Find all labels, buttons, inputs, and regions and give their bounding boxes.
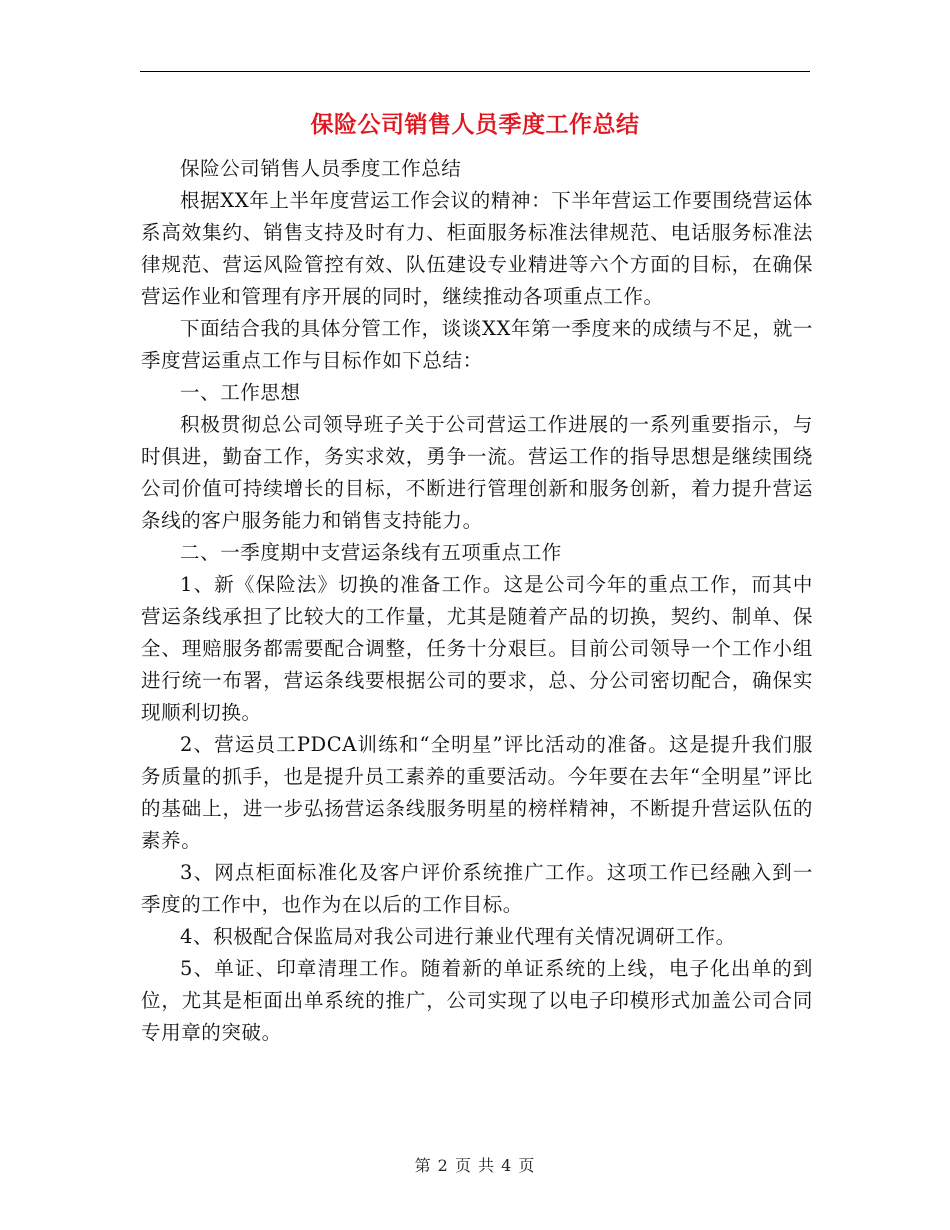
key-task-2: 2、营运员工PDCA训练和“全明星”评比活动的准备。这是提升我们服务质量的抓手，也是提升员工素养的重要活动。今年要在去年“全明星”评比的基础上，进一步弘扬营运条线服务明星的榜样精神，不断提升营运队伍的素养。	[141, 733, 813, 852]
header-rule	[140, 71, 810, 72]
key-task-1: 1、新《保险法》切换的准备工作。这是公司今年的重点工作，而其中营运条线承担了比较大的工作量，尤其是随着产品的切换，契约、制单、保全、理赔服务都需要配合调整，任务十分艰巨。目前公司领导一个工作小组进行统一布署，营运条线要根据公司的要求，总、分公司密切配合，确保实现顺利切换。	[141, 573, 813, 724]
key-task-5: 5、单证、印章清理工作。随着新的单证系统的上线，电子化出单的到位，尤其是柜面出单系统的推广，公司实现了以电子印模形式加盖公司合同专用章的突破。	[141, 957, 813, 1044]
document-title: 保险公司销售人员季度工作总结	[310, 112, 640, 138]
body-paragraph-work-thinking: 积极贯彻总公司领导班子关于公司营运工作进展的一系列重要指示，与时俱进，勤奋工作，务实求效，勇争一流。营运工作的指导思想是继续围绕公司价值可持续增长的目标，不断进行管理创新和服务创新，着力提升营运条线的客户服务能力和销售支持能力。	[141, 413, 813, 532]
body-paragraph-intro: 根据XX年上半年度营运工作会议的精神：下半年营运工作要围绕营运体系高效集约、销售支持及时有力、柜面服务标准法律规范、电话服务标准法律规范、营运风险管控有效、队伍建设专业精进等六个方面的目标，在确保营运作业和管理有序开展的同时，继续推动各项重点工作。	[141, 189, 813, 308]
body-paragraph-overview: 下面结合我的具体分管工作，谈谈XX年第一季度来的成绩与不足，就一季度营运重点工作与目标作如下总结：	[141, 317, 813, 372]
section-heading-work-thinking: 一、工作思想	[180, 381, 301, 404]
page-number-footer: 第 2 页 共 4 页	[414, 1156, 536, 1175]
key-task-4: 4、积极配合保监局对我公司进行兼业代理有关情况调研工作。	[180, 925, 736, 948]
section-heading-key-tasks: 二、一季度期中支营运条线有五项重点工作	[180, 541, 562, 564]
key-task-3: 3、网点柜面标准化及客户评价系统推广工作。这项工作已经融入到一季度的工作中，也作为在以后的工作目标。	[141, 861, 813, 916]
document-body	[141, 153, 813, 1049]
body-paragraph-subtitle: 保险公司销售人员季度工作总结	[180, 157, 462, 180]
